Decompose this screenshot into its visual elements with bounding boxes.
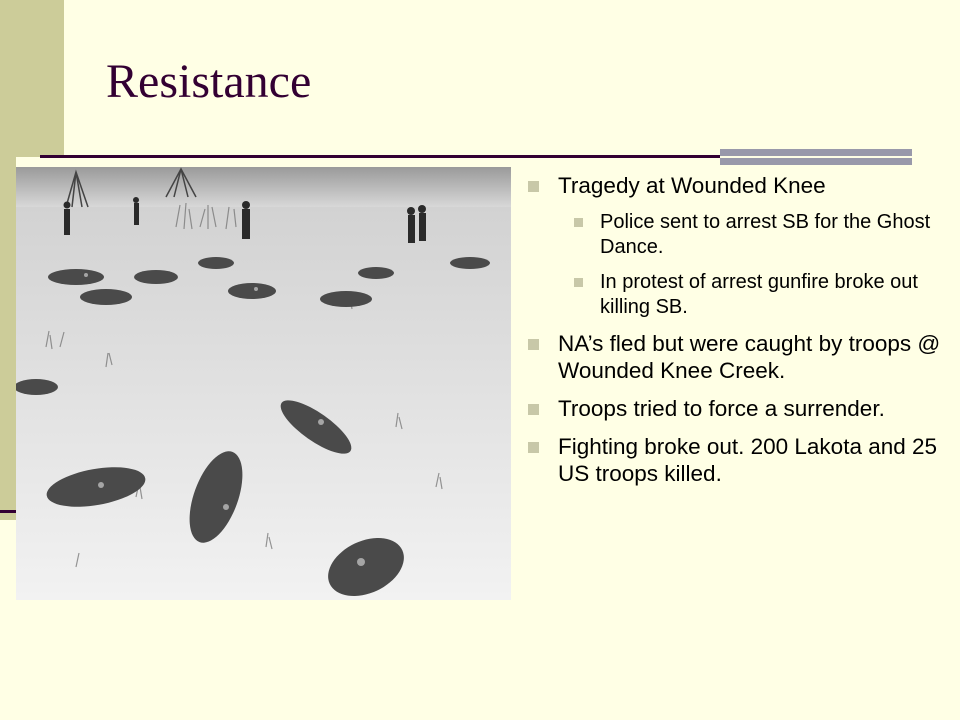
bullet-item bbox=[522, 330, 942, 384]
bullet-text: Fighting broke out. 200 Lakota and 25 US troops killed. bbox=[558, 434, 938, 486]
bullet-text: NA’s fled but were caught by troops @ Wounded Knee Creek. bbox=[558, 331, 941, 383]
bullet-icon bbox=[574, 218, 583, 227]
bullet-item bbox=[522, 433, 942, 487]
bullet-text: In protest of arrest gunfire broke out killing SB. bbox=[600, 271, 918, 318]
bullet-icon bbox=[528, 442, 539, 453]
slide-title: Resistance bbox=[106, 55, 312, 108]
left-accent-band bbox=[0, 0, 64, 157]
bullet-list bbox=[522, 172, 942, 498]
bullet-text: Troops tried to force a surrender. bbox=[558, 396, 885, 421]
bullet-icon bbox=[528, 339, 539, 350]
bullet-icon bbox=[528, 404, 539, 415]
bullet-icon bbox=[528, 181, 539, 192]
slide-photo bbox=[16, 167, 511, 600]
bullet-item bbox=[522, 395, 942, 422]
bullet-icon bbox=[574, 278, 583, 287]
bullet-item bbox=[522, 172, 942, 199]
left-accent-band-lower bbox=[0, 157, 16, 520]
bullet-text: Police sent to arrest SB for the Ghost Dance. bbox=[600, 211, 931, 258]
sub-bullet-item bbox=[522, 210, 942, 260]
divider-accent bbox=[720, 149, 912, 165]
bullet-text: Tragedy at Wounded Knee bbox=[558, 173, 826, 198]
sub-bullet-item bbox=[522, 270, 942, 320]
